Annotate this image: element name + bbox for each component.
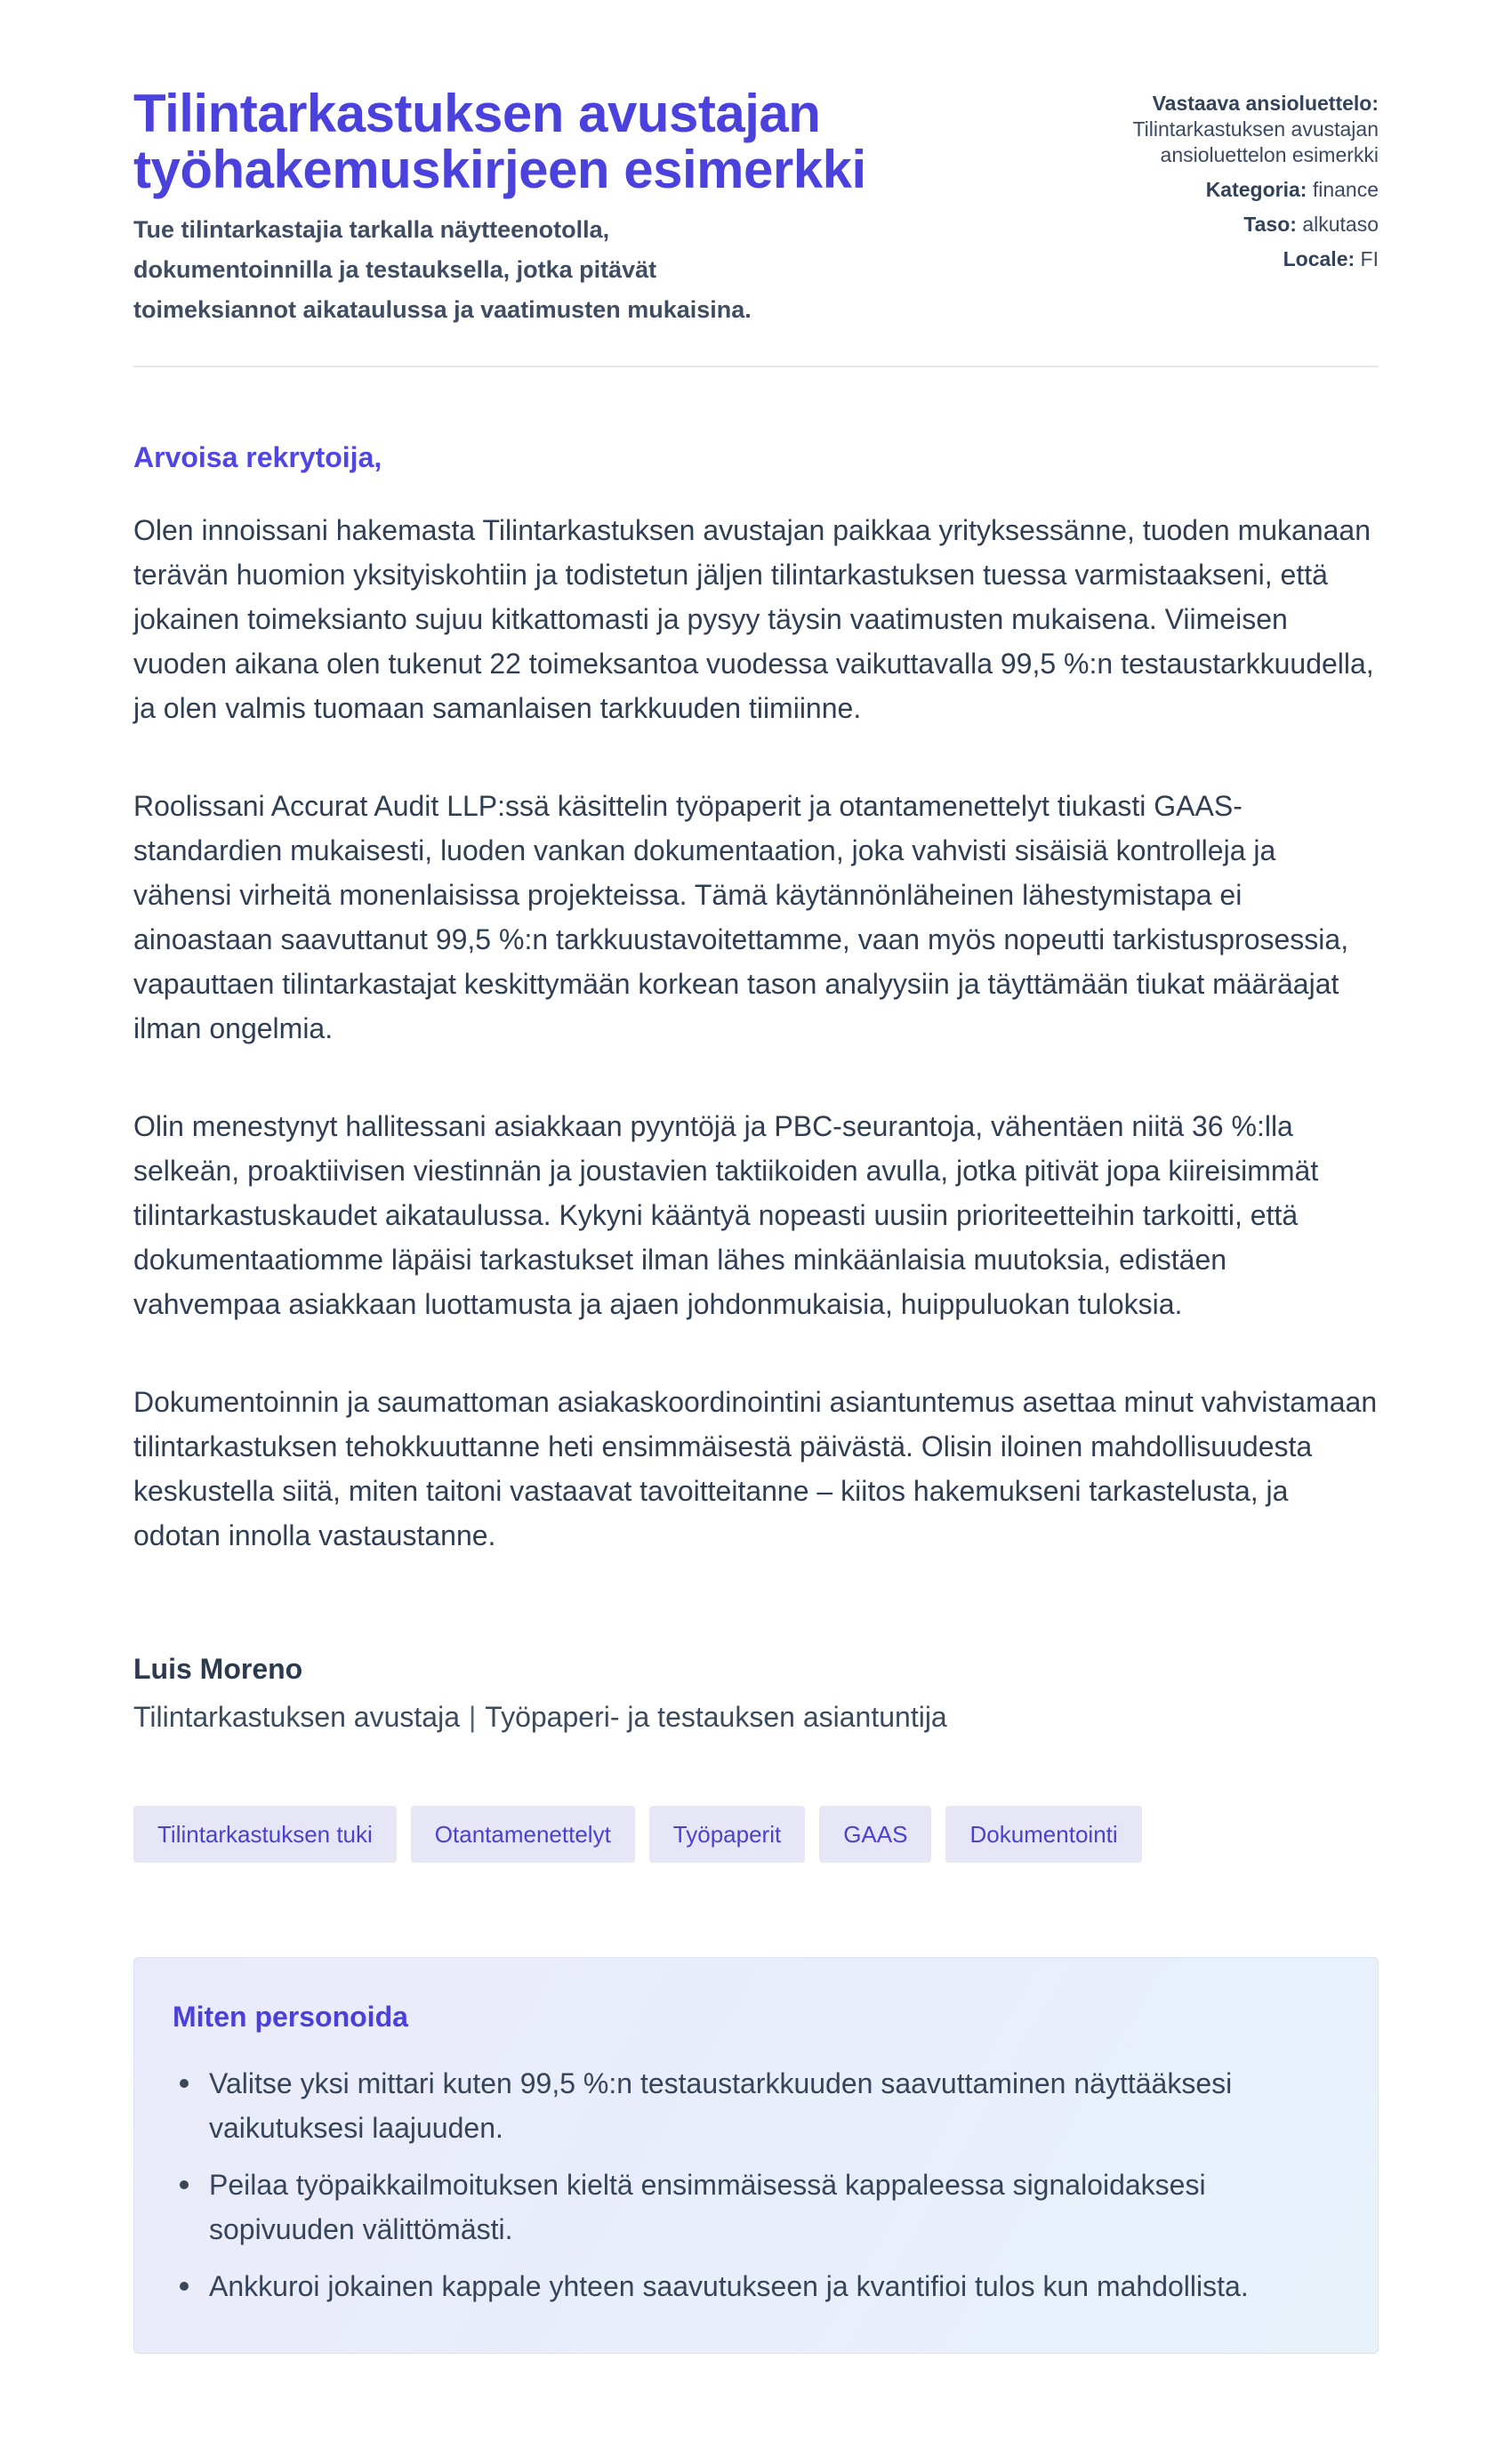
signature-block [133,1647,1379,1739]
signature-role [133,1695,1379,1739]
letter-body [133,508,1379,1558]
meta-matching-resume [1094,91,1379,168]
tag-pill[interactable]: Dokumentointi [945,1806,1141,1863]
signature-role-title: Tilintarkastuksen avustaja [133,1701,460,1733]
tag-pill[interactable]: Tilintarkastuksen tuki [133,1806,397,1863]
letter-paragraph: Roolissani Accurat Audit LLP:ssä käsittelin työpaperit ja otantamenettelyt tiukasti GAAS-standardien mukaisesti, luoden vankan dokumentaation, joka vahvisti sisäisiä kontrolleja ja vähensi virheitä monenlaisissa projekteissa. Tämä käytännönläheinen lähestymistapa ei ainoastaan saavuttanut 99,5 %:n tarkkuustavoitettamme, vaan myös nopeutti tarkistusprosessia, vapauttaen tilintarkastajat keskittymään korkean tason analyysiin ja täyttämään tiukat määräajat ilman ongelmia. [133,790,1349,1044]
page-container [133,0,1379,2354]
meta-panel [1094,85,1379,281]
meta-level-value: alkutaso [1302,213,1379,236]
meta-level-label: Taso: [1243,213,1297,236]
tip-item: Valitse yksi mittari kuten 99,5 %:n testaustarkkuuden saavuttaminen näyttääksesi vaikutuksesi laajuuden. [209,2061,1275,2150]
letter-paragraph: Olen innoissani hakemasta Tilintarkastuksen avustajan paikkaa yrityksessänne, tuoden mukanaan terävän huomion yksityiskohtiin ja todistetun jäljen tilintarkastuksen tuessa varmistaakseni, että jokainen toimeksianto sujuu kitkattomasti ja pysyy täysin vaatimusten mukaisena. Viimeisen vuoden aikana olen tukenut 22 toimeksantoa vuodessa vaikuttavalla 99,5 %:n testaustarkkuudella, ja olen valmis tuomaan samanlaisen tarkkuuden tiimiinne. [133,514,1374,724]
letter-paragraph: Dokumentoinnin ja saumattoman asiakaskoordinointini asiantuntemus asettaa minut vahvistamaan tilintarkastuksen tehokkuuttanne heti ensimmäisestä päivästä. Olisin iloinen mahdollisuudesta keskustella siitä, miten taitoni vastaavat tavoitteitanne – kiitos hakemukseni tarkastelusta, ja odotan innolla vastaustanne. [133,1386,1378,1551]
meta-resume-label: Vastaava ansioluettelo: [1152,92,1379,115]
page-subtitle: Tue tilintarkastajia tarkalla näytteenotolla, dokumentoinnilla ja testauksella, jotka pitävät toimeksiannot aikataulussa ja vaatimusten mukaisina. [133,216,752,323]
meta-locale-label: Locale: [1283,247,1355,270]
meta-locale-value: FI [1360,247,1379,270]
signature-role-specialty: Työpaperi- ja testauksen asiantuntija [485,1701,947,1733]
tips-title: Miten personoida [173,2001,408,2033]
tag-row [133,1806,1379,1863]
meta-level [1094,212,1379,238]
meta-category-label: Kategoria: [1205,178,1307,201]
header [133,85,1379,330]
tag-pill[interactable]: Työpaperit [649,1806,805,1863]
letter-greeting: Arvoisa rekrytoija, [133,441,382,473]
meta-category-value: finance [1312,178,1379,201]
tip-item: Ankkuroi jokainen kappale yhteen saavutukseen ja kvantifioi tulos kun mahdollista. [209,2264,1275,2308]
tips-list [134,2061,1378,2308]
personalization-tips-card [133,1957,1379,2354]
page-title: Tilintarkastuksen avustajan työhakemuskirjeen esimerkki [133,84,866,199]
meta-locale [1094,246,1379,272]
tag-pill[interactable]: GAAS [819,1806,931,1863]
signature-name: Luis Moreno [133,1653,303,1685]
header-divider [133,366,1379,367]
letter-paragraph: Olin menestynyt hallitessani asiakkaan pyyntöjä ja PBC-seurantoja, vähentäen niitä 36 %:lla selkeän, proaktiivisen viestinnän ja joustavien taktiikoiden avulla, jotka pitivät jopa kiireisimmät tilintarkastuskaudet aikataulussa. Kykyni kääntyä nopeasti uusiin prioriteetteihin tarkoitti, että dokumentaatiomme läpäisi tarkastukset ilman lähes minkäänlaisia muutoksia, edistäen vahvempaa asiakkaan luottamusta ja ajaen johdonmukaisia, huippuluokan tuloksia. [133,1110,1319,1320]
header-title-block [133,85,916,330]
meta-resume-value: Tilintarkastuksen avustajan ansioluettelon esimerkki [1132,117,1379,166]
signature-role-separator: | [468,1701,477,1733]
tag-pill[interactable]: Otantamenettelyt [411,1806,635,1863]
tip-item: Peilaa työpaikkailmoituksen kieltä ensimmäisessä kappaleessa signaloidaksesi sopivuuden välittömästi. [209,2163,1275,2252]
meta-category [1094,177,1379,203]
